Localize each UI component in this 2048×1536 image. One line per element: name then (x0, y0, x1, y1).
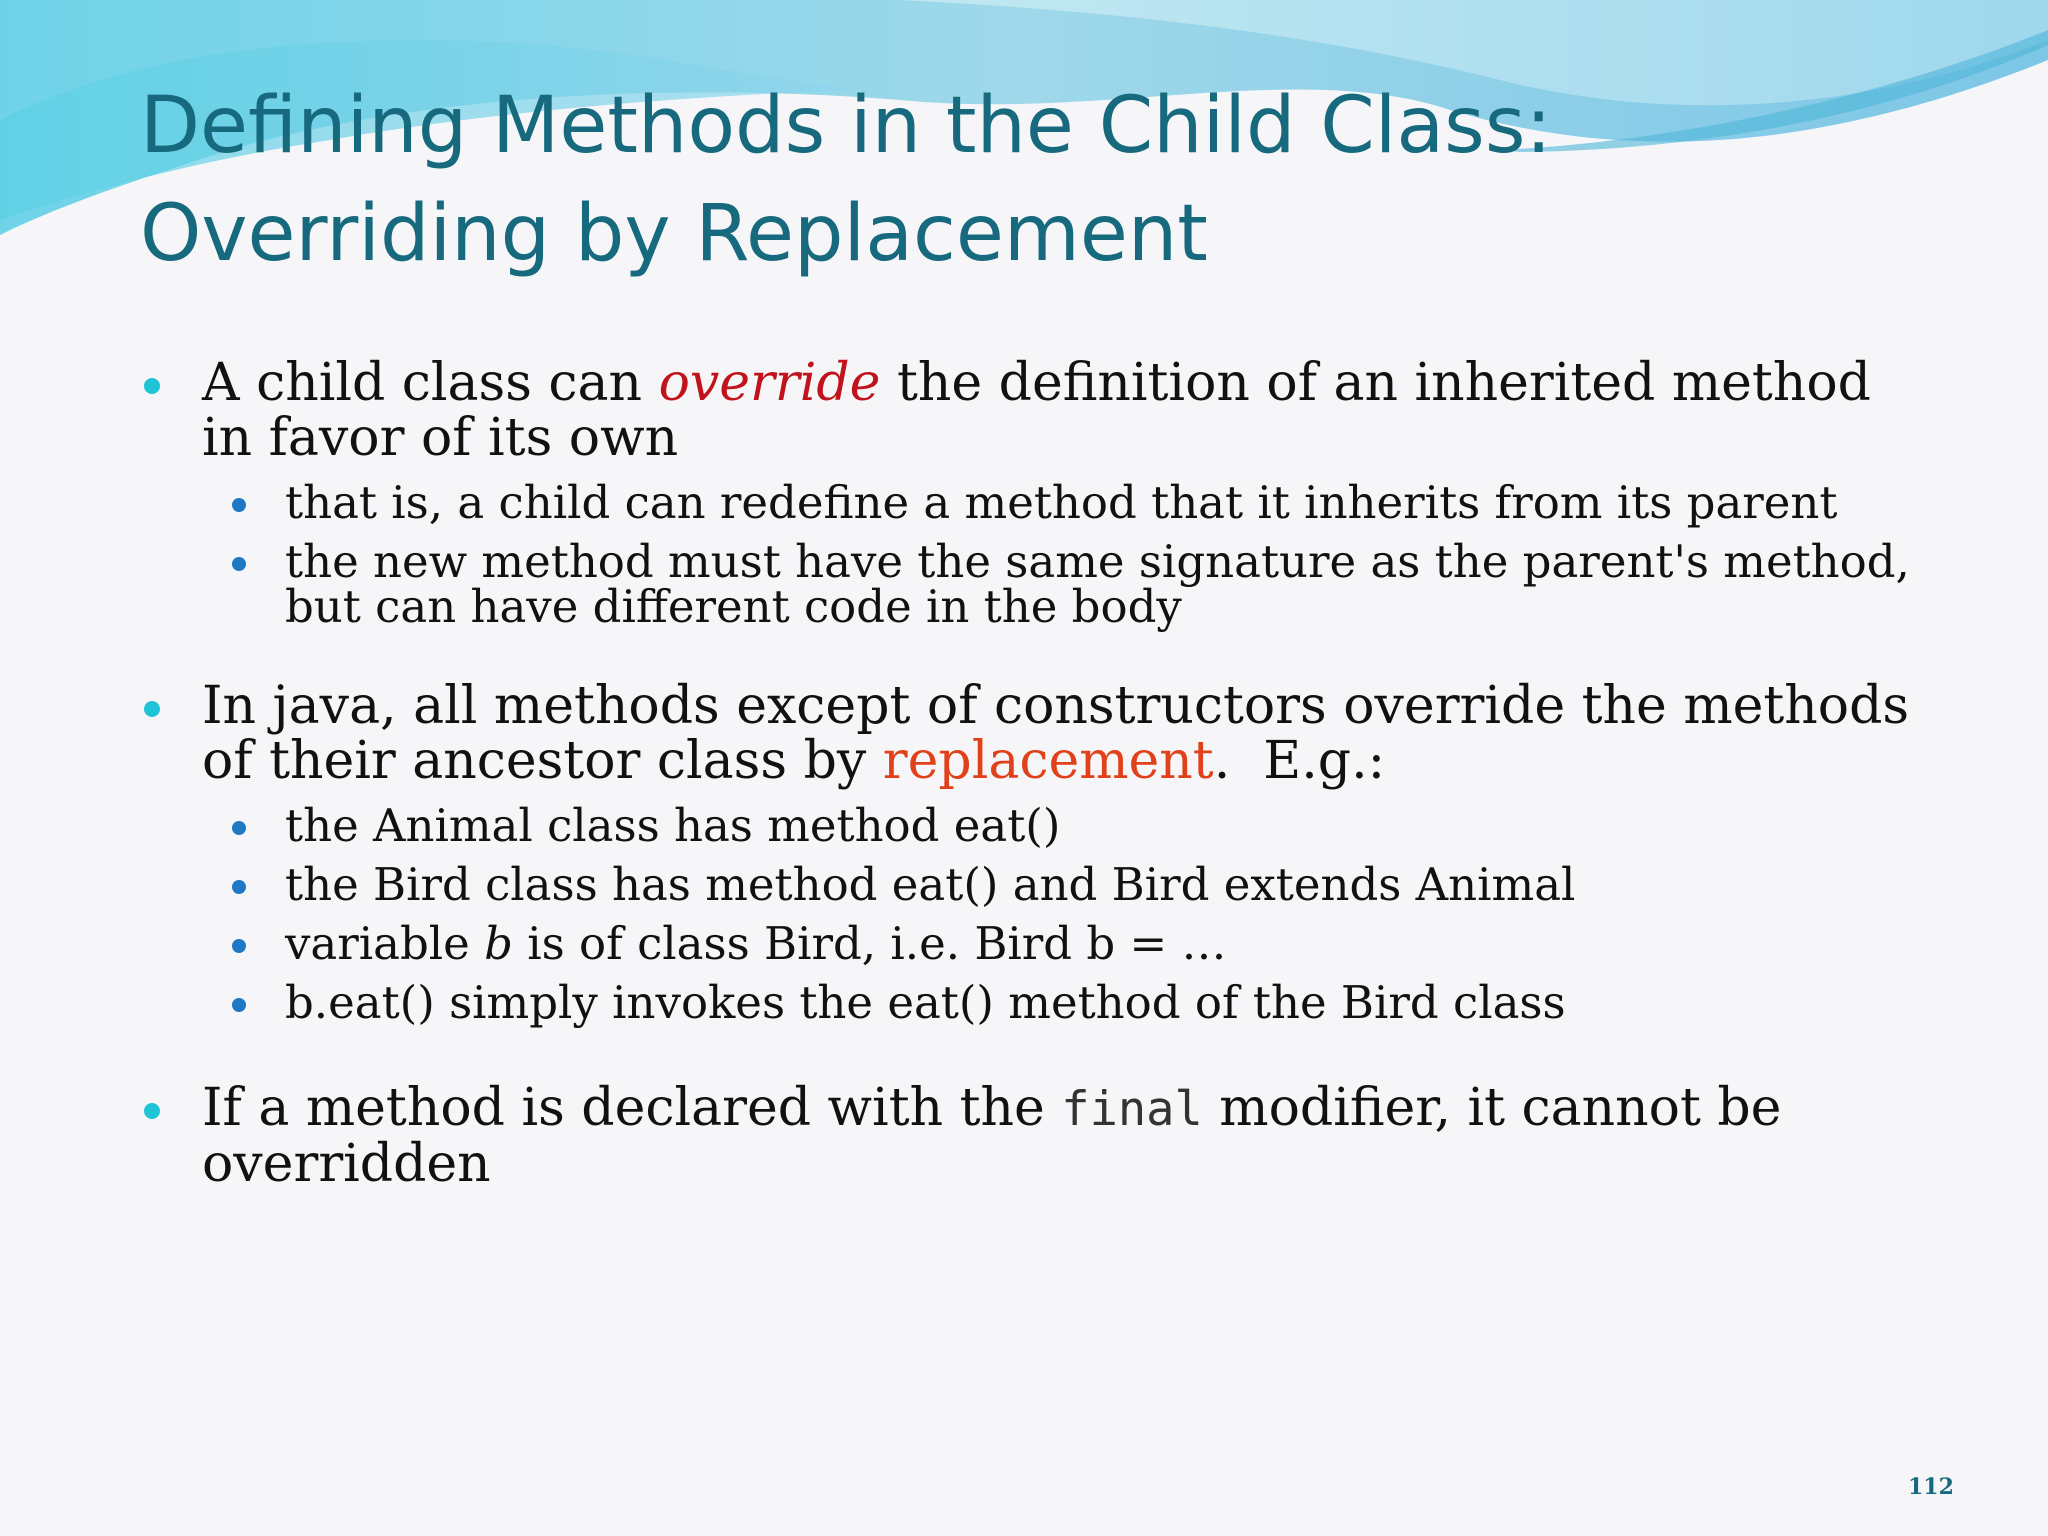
bullet-text: . E.g.: (1213, 731, 1386, 791)
variable-b: b (484, 917, 513, 970)
bullet-list (140, 353, 1920, 1194)
sub-bullet-text: variable (285, 917, 485, 970)
sub-bullet-text: the Animal class has method eat() (285, 799, 1061, 852)
sub-bullet-dot-icon (232, 821, 246, 835)
sub-bullet-dot-icon (232, 939, 246, 953)
bullet-dot-icon (144, 701, 160, 717)
bullet-text: If a method is declared with the (202, 1078, 1062, 1138)
sub-bullet (140, 917, 1920, 970)
bullet-text: modifier, it cannot be overridden (202, 1078, 1782, 1194)
sub-bullet-dot-icon (232, 880, 246, 894)
title-line-2: Overriding by Replacement (140, 189, 1208, 279)
sub-bullet-text: the Bird class has method eat() and Bird extends Animal (285, 858, 1576, 911)
bullet-dot-icon (144, 1103, 160, 1119)
sub-bullet-text: b.eat() simply invokes the eat() method of the Bird class (285, 976, 1566, 1029)
sub-bullet-dot-icon (232, 498, 246, 512)
sub-bullet-text: is of class Bird, i.e. Bird b = … (512, 917, 1227, 970)
sub-bullet-dot-icon (232, 998, 246, 1012)
bullet-final (140, 1078, 1920, 1194)
code-final: final (1061, 1082, 1203, 1137)
title-line-1: Defining Methods in the Child Class: (140, 81, 1552, 171)
bullet-dot-icon (144, 378, 160, 394)
emphasis-override: override (658, 353, 881, 413)
sub-bullet (140, 976, 1920, 1029)
sub-bullet (140, 476, 1920, 529)
bullet-text: the definition of an inherited method in favor of its own (202, 353, 1871, 468)
sub-bullet-text: that is, a child can redefine a method that it inherits from its parent (285, 476, 1838, 529)
bullet-replacement (140, 676, 1920, 791)
bullet-text: In java, all methods except of constructors override the methods of their ancestor class by (202, 676, 1910, 791)
sub-bullet-dot-icon (232, 557, 246, 571)
sub-bullet (140, 535, 1920, 633)
bullet-text: A child class can (202, 353, 659, 413)
sub-bullet (140, 799, 1920, 852)
slide-title (140, 72, 1552, 288)
sub-bullet-text: the new method must have the same signature as the parent's method, but can have different code in the body (285, 535, 1910, 633)
bullet-override (140, 353, 1920, 468)
sub-bullet (140, 858, 1920, 911)
page-number: 112 (1908, 1474, 1954, 1500)
emphasis-replacement: replacement (882, 731, 1214, 791)
